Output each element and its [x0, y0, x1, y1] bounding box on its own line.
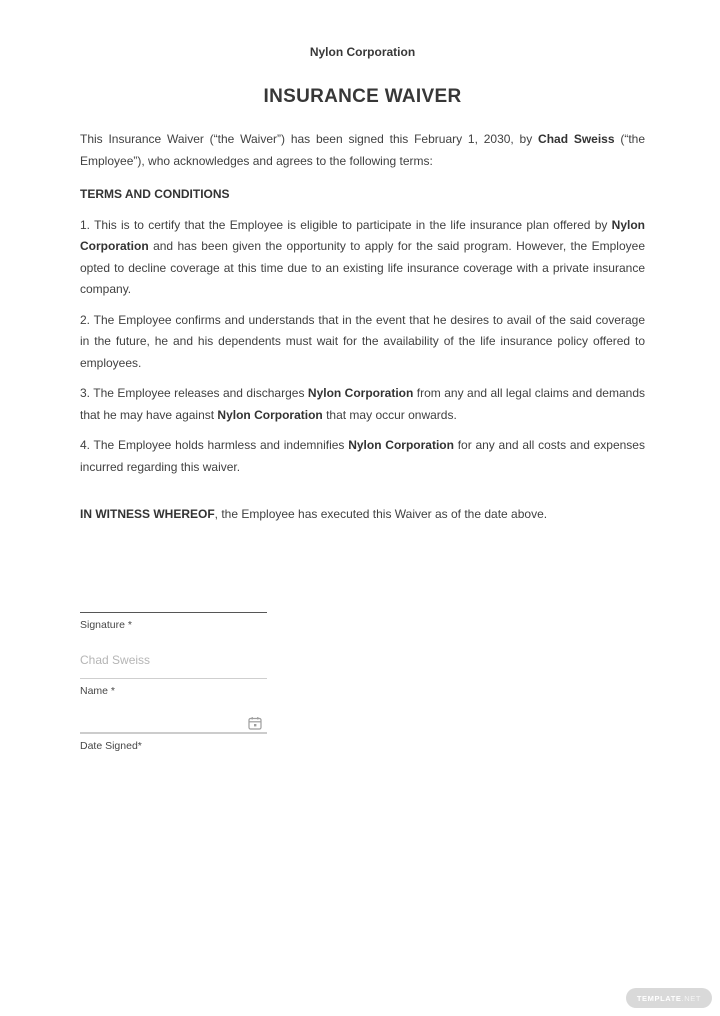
name-input[interactable] [80, 651, 267, 679]
form-area [80, 612, 645, 753]
term-3-text-3: that may occur onwards. [322, 407, 457, 422]
term-4-text-2: for any and all costs and expenses incurred regarding this waiver. [80, 438, 645, 474]
signature-field [80, 612, 645, 632]
term-3-text-2: from any and all legal claims and demands that he may have against [80, 386, 645, 422]
term-3-company-2: Nylon Corporation [217, 407, 323, 422]
name-value: Chad Sweiss [80, 652, 151, 667]
badge-brand-light: .NET [681, 993, 701, 1003]
term-4-text: 4. The Employee holds harmless and indemnifies [80, 438, 349, 452]
company-name: Nylon Corporation [309, 45, 416, 59]
signature-line[interactable] [80, 612, 267, 613]
date-label: Date Signed* [80, 739, 142, 752]
term-2-text: 2. The Employee confirms and understands that in the event that he desires to avail of the said coverage in the future, he and his dependents must wait for the availability of the life insurance policy offered to employees. [80, 312, 645, 370]
witness-clause [80, 504, 645, 526]
term-item-2 [80, 310, 645, 375]
term-1-company: Nylon Corporation [80, 217, 645, 253]
term-3-company: Nylon Corporation [307, 386, 414, 400]
date-field [80, 710, 645, 753]
badge-brand-bold: TEMPLATE [636, 993, 682, 1003]
signature-label: Signature * [80, 618, 132, 631]
name-label: Name * [80, 684, 116, 697]
terms-heading: TERMS AND CONDITIONS [80, 187, 230, 201]
template-net-badge[interactable] [626, 988, 712, 1008]
term-1-text: 1. This is to certify that the Employee is eligible to participate in the life insurance plan offered by [80, 217, 612, 232]
intro-paragraph [80, 129, 645, 172]
date-input[interactable] [80, 710, 267, 734]
employee-name: Chad Sweiss [538, 132, 615, 146]
intro-text-2: (“the Employee”), who acknowledges and agrees to the following terms: [80, 132, 646, 168]
term-3-text: 3. The Employee releases and discharges [80, 386, 308, 400]
witness-lead: IN WITNESS WHEREOF [80, 507, 215, 521]
term-item-1 [80, 215, 645, 301]
intro-text-1: This Insurance Waiver (“the Waiver”) has been signed this February 1, 2030, by [80, 132, 539, 146]
document-title: INSURANCE WAIVER [263, 86, 462, 107]
term-item-3 [80, 383, 645, 426]
term-4-company: Nylon Corporation [348, 438, 454, 452]
term-1-text-2: and has been given the opportunity to apply for the said program. However, the Employee opted to decline coverage at this time due to an existing life insurance coverage with a private insurance company. [80, 239, 645, 296]
name-field [80, 651, 645, 698]
witness-text: , the Employee has executed this Waiver as of the date above. [214, 507, 548, 521]
calendar-icon[interactable] [248, 716, 262, 730]
term-item-4 [80, 435, 645, 478]
